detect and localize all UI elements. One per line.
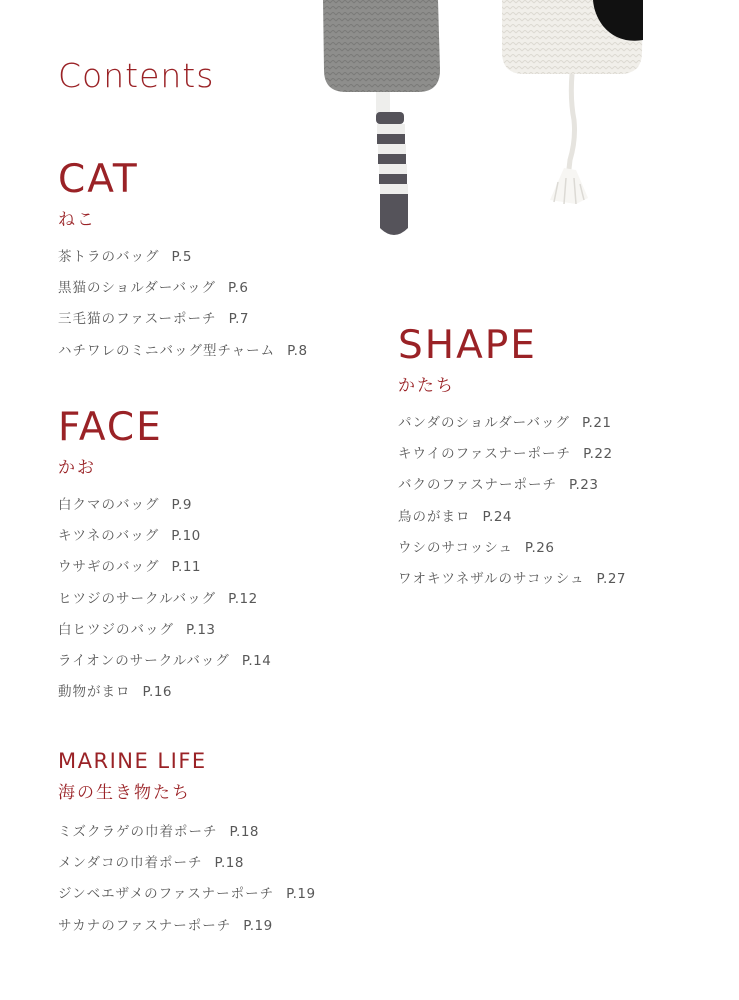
list-item bbox=[58, 490, 271, 521]
item-name: 茶トラのバッグ bbox=[58, 249, 160, 265]
item-name: バクのファスナーポーチ bbox=[398, 477, 557, 494]
list-item bbox=[398, 564, 626, 595]
item-name: パンダのショルダーバッグ bbox=[398, 415, 570, 431]
section-cat bbox=[58, 157, 308, 367]
item-page: P.22 bbox=[583, 446, 613, 463]
item-page: P.18 bbox=[229, 824, 260, 840]
list-item bbox=[398, 470, 626, 501]
list-item bbox=[398, 439, 626, 470]
item-page: P.7 bbox=[228, 311, 249, 328]
list-item bbox=[58, 336, 308, 367]
item-page: P.10 bbox=[171, 528, 201, 545]
item-name: ハチワレのミニバッグ型チャーム bbox=[58, 342, 276, 359]
item-page: P.24 bbox=[482, 508, 513, 525]
section-title: CAT bbox=[58, 157, 139, 202]
list-item bbox=[58, 304, 308, 335]
list-item bbox=[58, 911, 316, 942]
item-name: 鳥のがまロ bbox=[398, 508, 471, 525]
section-subtitle: かお bbox=[58, 458, 96, 478]
item-page: P.13 bbox=[186, 621, 216, 638]
list-item bbox=[58, 242, 308, 273]
item-page: P.19 bbox=[243, 917, 273, 934]
item-name: ワオキツネザルのサコッシュ bbox=[398, 570, 585, 587]
section-subtitle: 海の生き物たち bbox=[58, 783, 191, 803]
list-item bbox=[58, 552, 271, 583]
item-page: P.16 bbox=[142, 684, 173, 701]
item-list bbox=[58, 242, 308, 367]
item-list bbox=[398, 408, 626, 595]
item-name: 白クマのバッグ bbox=[58, 497, 160, 513]
section-marine-life bbox=[58, 751, 316, 942]
item-name: メンダコの巾着ポーチ bbox=[58, 855, 203, 872]
item-name: ミズクラゲの巾着ポーチ bbox=[58, 824, 218, 840]
item-name: 三毛猫のファスーポーチ bbox=[58, 311, 217, 328]
item-name: ジンベエザメのファスナーポーチ bbox=[58, 886, 275, 903]
list-item bbox=[398, 533, 626, 564]
list-item bbox=[58, 646, 271, 677]
crochet-bags-photo bbox=[318, 0, 658, 240]
item-name: ウサギのバッグ bbox=[58, 559, 160, 576]
section-face bbox=[58, 405, 272, 708]
list-item bbox=[58, 848, 316, 879]
item-page: P.21 bbox=[581, 415, 612, 431]
item-list bbox=[58, 490, 271, 708]
section-subtitle: かたち bbox=[398, 376, 455, 396]
item-name: 動物がまロ bbox=[58, 684, 131, 701]
list-item bbox=[58, 584, 271, 615]
list-item bbox=[58, 273, 308, 304]
item-page: P.5 bbox=[171, 249, 192, 265]
item-page: P.9 bbox=[171, 497, 192, 513]
item-name: 黒猫のショルダーバッグ bbox=[58, 280, 217, 297]
list-item bbox=[58, 521, 271, 552]
item-name: ライオンのサークルバッグ bbox=[58, 652, 230, 669]
item-page: P.12 bbox=[228, 590, 258, 607]
list-item bbox=[58, 879, 316, 910]
list-item bbox=[58, 615, 271, 646]
list-item bbox=[58, 677, 271, 708]
item-name: 白ヒツジのバッグ bbox=[58, 621, 174, 638]
item-page: P.14 bbox=[241, 652, 272, 669]
list-item bbox=[58, 817, 316, 848]
item-page: P.23 bbox=[568, 477, 599, 494]
list-item bbox=[398, 502, 626, 533]
item-page: P.8 bbox=[287, 342, 308, 359]
item-page: P.26 bbox=[524, 539, 555, 556]
section-title: MARINE LIFE bbox=[58, 749, 207, 773]
section-subtitle: ねこ bbox=[58, 210, 96, 230]
item-page: P.6 bbox=[228, 280, 249, 297]
item-name: キウイのファスナーポーチ bbox=[398, 446, 572, 463]
item-name: ヒツジのサークルバッグ bbox=[58, 590, 217, 607]
item-page: P.18 bbox=[214, 855, 244, 872]
item-name: サカナのファスナーポーチ bbox=[58, 917, 232, 934]
section-shape bbox=[398, 323, 626, 595]
list-item bbox=[398, 408, 626, 439]
section-title: FACE bbox=[58, 405, 163, 450]
item-page: P.11 bbox=[171, 559, 202, 576]
item-name: ウシのサコッシュ bbox=[398, 539, 513, 556]
page-title: Contents bbox=[58, 56, 215, 95]
item-page: P.19 bbox=[286, 886, 316, 903]
item-page: P.27 bbox=[596, 570, 626, 587]
section-title: SHAPE bbox=[398, 323, 537, 368]
item-list bbox=[58, 817, 316, 942]
item-name: キツネのバッグ bbox=[58, 528, 160, 545]
